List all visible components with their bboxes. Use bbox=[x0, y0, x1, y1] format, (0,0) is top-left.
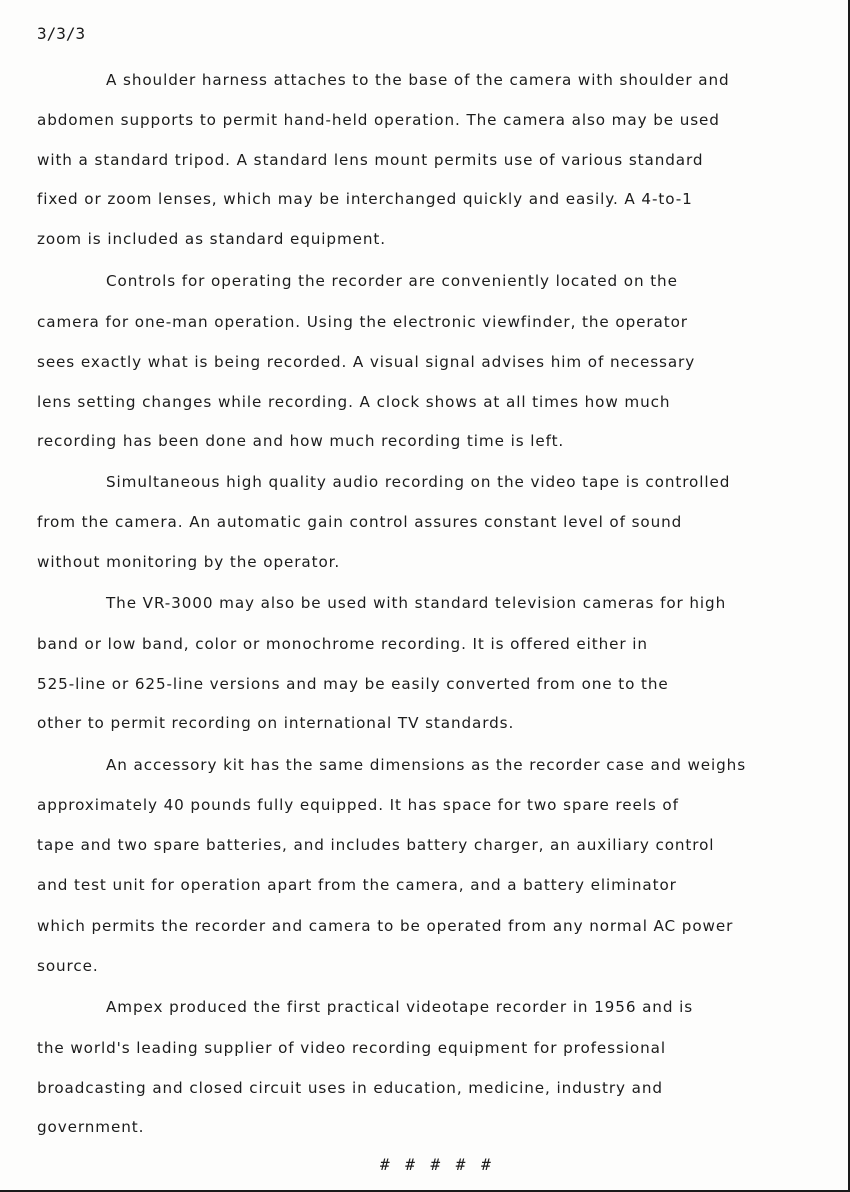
text-line: which permits the recorder and camera to be operated from any normal AC power bbox=[37, 917, 734, 935]
text-line: recording has been done and how much recording time is left. bbox=[37, 432, 565, 450]
text-line: lens setting changes while recording. A clock shows at all times how much bbox=[37, 393, 671, 411]
text-line: fixed or zoom lenses, which may be interchanged quickly and easily. A 4-to-1 bbox=[37, 190, 693, 208]
text-line: sees exactly what is being recorded. A visual signal advises him of necessary bbox=[37, 353, 696, 371]
text-line: approximately 40 pounds fully equipped. It has space for two spare reels of bbox=[37, 796, 679, 814]
text-line: Ampex produced the first practical videotape recorder in 1956 and is bbox=[106, 998, 694, 1016]
text-line: with a standard tripod. A standard lens mount permits use of various standard bbox=[37, 151, 704, 169]
text-line: without monitoring by the operator. bbox=[37, 553, 341, 571]
text-line: band or low band, color or monochrome recording. It is offered either in bbox=[37, 635, 648, 653]
text-line: tape and two spare batteries, and includes battery charger, an auxiliary control bbox=[37, 836, 715, 854]
text-line: broadcasting and closed circuit uses in education, medicine, industry and bbox=[37, 1079, 663, 1097]
text-line: source. bbox=[37, 957, 99, 975]
text-line: and test unit for operation apart from the camera, and a battery eliminator bbox=[37, 876, 677, 894]
text-line: The VR-3000 may also be used with standard television cameras for high bbox=[106, 594, 727, 612]
text-line: 525-line or 625-line versions and may be easily converted from one to the bbox=[37, 675, 669, 693]
text-line: the world's leading supplier of video recording equipment for professional bbox=[37, 1039, 666, 1057]
text-line: camera for one-man operation. Using the electronic viewfinder, the operator bbox=[37, 313, 688, 331]
text-line: Controls for operating the recorder are conveniently located on the bbox=[106, 272, 678, 290]
text-line: Simultaneous high quality audio recording on the video tape is controlled bbox=[106, 473, 731, 491]
text-line: other to permit recording on international TV standards. bbox=[37, 714, 515, 732]
text-line: A shoulder harness attaches to the base of the camera with shoulder and bbox=[106, 71, 730, 89]
page-number: 3/3/3 bbox=[37, 24, 86, 43]
text-line: zoom is included as standard equipment. bbox=[37, 230, 386, 248]
end-mark: # # # # # bbox=[380, 1155, 494, 1174]
text-line: government. bbox=[37, 1118, 145, 1136]
text-line: abdomen supports to permit hand-held operation. The camera also may be used bbox=[37, 111, 720, 129]
text-line: from the camera. An automatic gain control assures constant level of sound bbox=[37, 513, 683, 531]
text-line: An accessory kit has the same dimensions as the recorder case and weighs bbox=[106, 756, 747, 774]
